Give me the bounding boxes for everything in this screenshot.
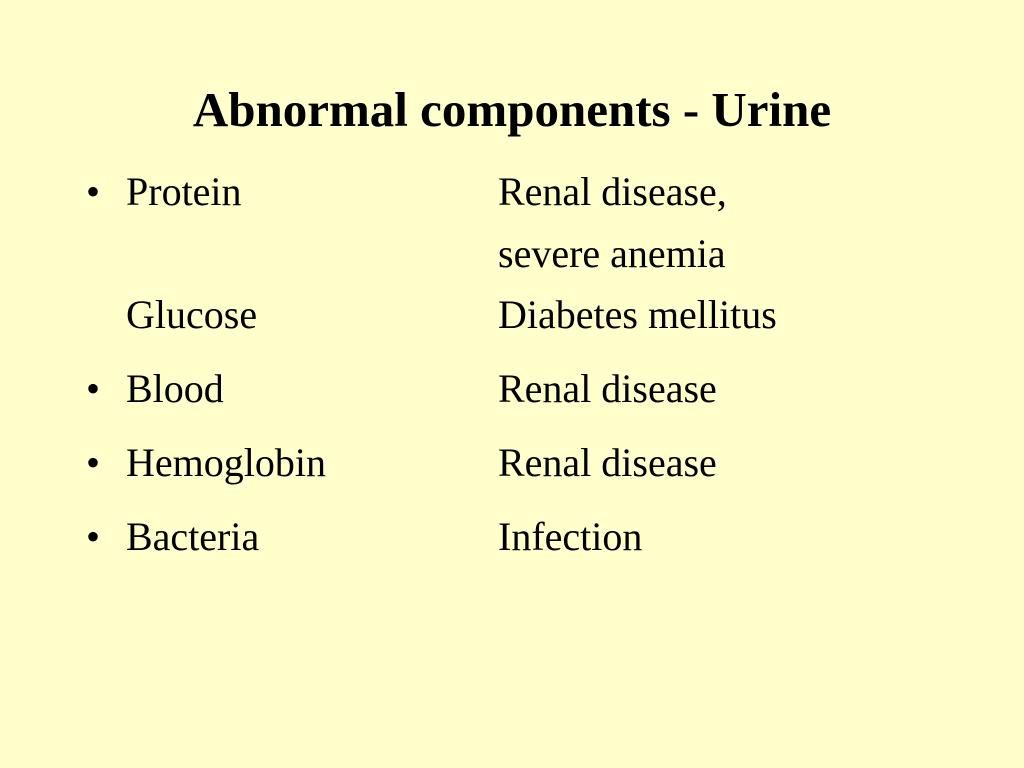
component-list xyxy=(86,0,986,768)
condition-name: Renal disease xyxy=(498,366,717,411)
bullet-icon: • xyxy=(86,514,101,559)
bullet-icon: • xyxy=(86,366,101,411)
component-name: Hemoglobin xyxy=(126,440,326,485)
condition-name: Diabetes mellitus xyxy=(498,292,777,337)
condition-name: Renal disease, xyxy=(498,169,727,214)
slide-title: Abnormal components - Urine xyxy=(192,82,832,137)
condition-name: severe anemia xyxy=(498,231,726,276)
component-name: Glucose xyxy=(126,292,258,337)
condition-name: Infection xyxy=(498,514,643,559)
component-name: Blood xyxy=(126,366,224,411)
component-name: Protein xyxy=(126,169,242,214)
condition-name: Renal disease xyxy=(498,440,717,485)
bullet-icon: • xyxy=(86,440,101,485)
component-name: Bacteria xyxy=(126,514,260,559)
bullet-icon: • xyxy=(86,169,101,214)
